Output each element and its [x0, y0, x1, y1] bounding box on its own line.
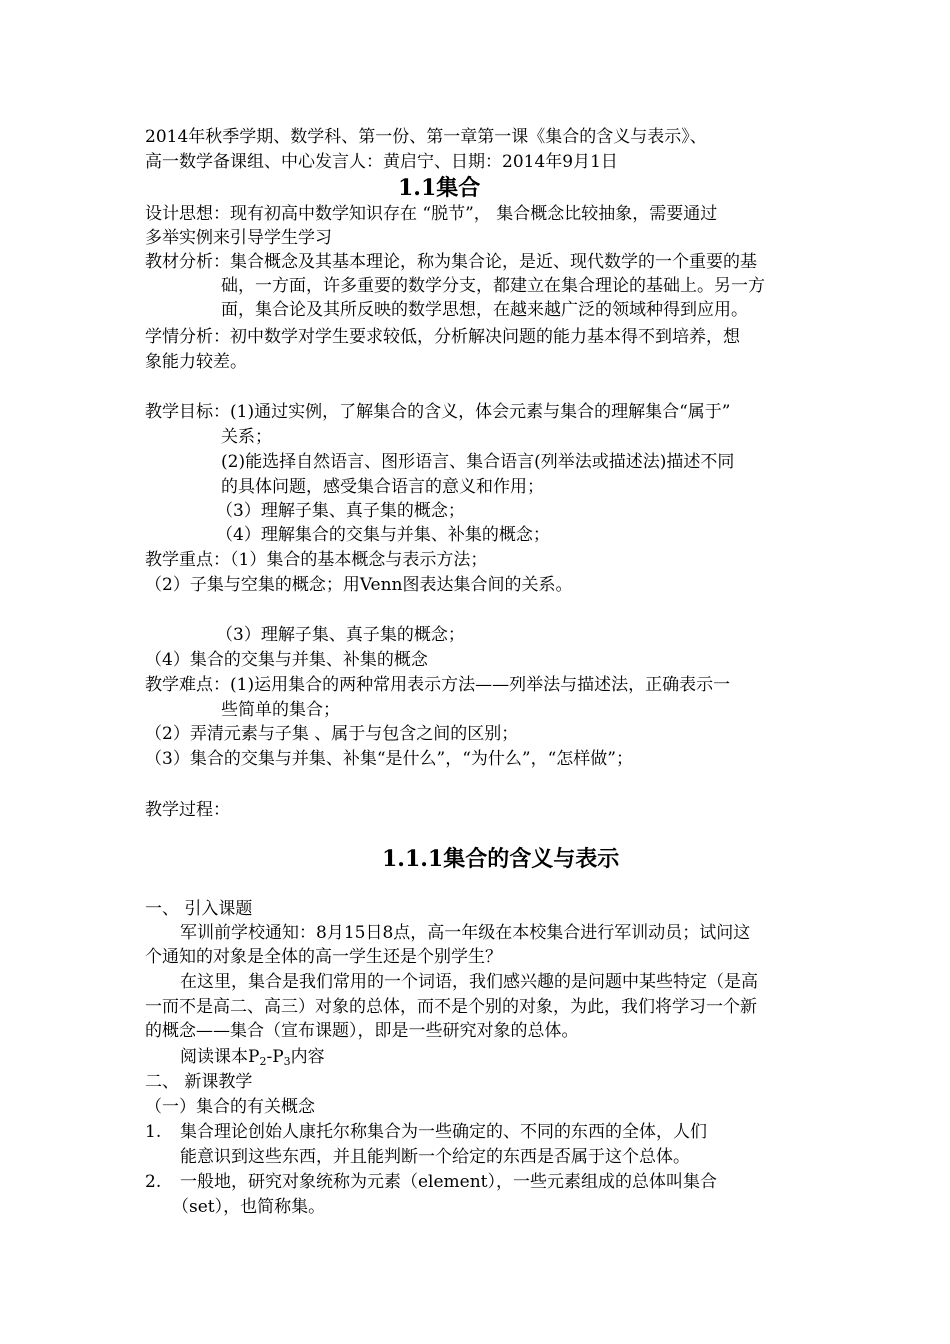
- part1-paragraph1-line-2: 个通知的对象是全体的高一学生还是个别学生？: [145, 947, 502, 967]
- difficulties-line-4: （3）集合的交集与并集、补集“是什么”，“为什么”，“怎样做”；: [145, 749, 633, 769]
- item2-line-2: （set），也简称集。: [172, 1197, 326, 1217]
- item2-number: 2.: [145, 1172, 162, 1192]
- part1-reading-line: 阅读课本$P_2-P_3$内容: [180, 1047, 325, 1068]
- header-line-1: 2014年秋季学期、数学科、第一份、第一章第一课《集合的含义与表示》、: [145, 127, 707, 147]
- section-title: 1.1.1集合的含义与表示: [382, 846, 620, 872]
- part2-heading: 二、 新课教学: [145, 1072, 253, 1092]
- student-line-2: 象能力较差。: [145, 352, 247, 372]
- key-points-line-1: 教学重点：（1）集合的基本概念与表示方法；: [145, 550, 488, 570]
- page-title: 1.1集合: [398, 175, 481, 201]
- item1-line-1: 集合理论创始人康托尔称集合为一些确定的、不同的东西的全体，人们: [180, 1122, 707, 1142]
- student-line-1: 学情分析：初中数学对学生要求较低，分析解决问题的能力基本得不到培养，想: [145, 327, 740, 347]
- goals-line-4: 的具体问题，感受集合语言的意义和作用；: [221, 477, 544, 497]
- textbook-line-1: 教材分析：集合概念及其基本理论，称为集合论，是近、现代数学的一个重要的基: [145, 252, 757, 272]
- goals-line-2: 关系；: [221, 427, 272, 447]
- design-line-2: 多举实例来引导学生学习: [145, 228, 332, 248]
- key-points-line-2: （2）子集与空集的概念；用Venn图表达集合间的关系。: [145, 575, 573, 595]
- item1-line-2: 能意识到这些东西，并且能判断一个给定的东西是否属于这个总体。: [180, 1147, 690, 1167]
- goals-line-6: （4）理解集合的交集与并集、补集的概念；: [216, 525, 550, 545]
- difficulties-line-1: 教学难点：(1)运用集合的两种常用表示方法——列举法与描述法，正确表示一: [145, 675, 731, 695]
- textbook-line-3: 面，集合论及其所反映的数学思想，在越来越广泛的领域种得到应用。: [221, 300, 748, 320]
- part1-paragraph2-line-3: 的概念——集合（宣布课题），即是一些研究对象的总体。: [145, 1021, 579, 1041]
- item2-line-1: 一般地，研究对象统称为元素（element），一些元素组成的总体叫集合: [180, 1172, 718, 1192]
- part1-paragraph2-line-2: 一而不是高二、高三）对象的总体，而不是个别的对象，为此，我们将学习一个新: [145, 997, 757, 1017]
- goals-line-3: (2)能选择自然语言、图形语言、集合语言(列举法或描述法)描述不同: [221, 452, 735, 472]
- header-line-2: 高一数学备课组、中心发言人：黄启宁、日期：2014年9月1日: [145, 152, 618, 172]
- part1-paragraph2-line-1: 在这里，集合是我们常用的一个词语，我们感兴趣的是问题中某些特定（是高: [180, 972, 758, 992]
- process-label: 教学过程：: [145, 800, 230, 820]
- textbook-line-2: 础，一方面，许多重要的数学分支，都建立在集合理论的基础上。另一方: [221, 276, 765, 296]
- goals-line-5: （3）理解子集、真子集的概念；: [216, 501, 465, 521]
- difficulties-line-3: （2）弄清元素与子集 、属于与包含之间的区别；: [145, 724, 519, 744]
- design-line-1: 设计思想：现有初高中数学知识存在 “脱节”， 集合概念比较抽象，需要通过: [145, 204, 718, 224]
- part1-heading: 一、 引入课题: [145, 899, 253, 919]
- part1-paragraph1-line-1: 军训前学校通知：8月15日8点，高一年级在本校集合进行军训动员；试问这: [180, 923, 751, 943]
- key-points-line-4: （4）集合的交集与并集、补集的概念: [145, 650, 428, 670]
- part2-subheading: （一）集合的有关概念: [145, 1097, 315, 1117]
- item1-number: 1.: [145, 1122, 162, 1142]
- difficulties-line-2: 些简单的集合；: [221, 700, 340, 720]
- key-points-line-3: （3）理解子集、真子集的概念；: [216, 625, 465, 645]
- goals-line-1: 教学目标：(1)通过实例，了解集合的含义，体会元素与集合的理解集合“属于”: [145, 402, 731, 422]
